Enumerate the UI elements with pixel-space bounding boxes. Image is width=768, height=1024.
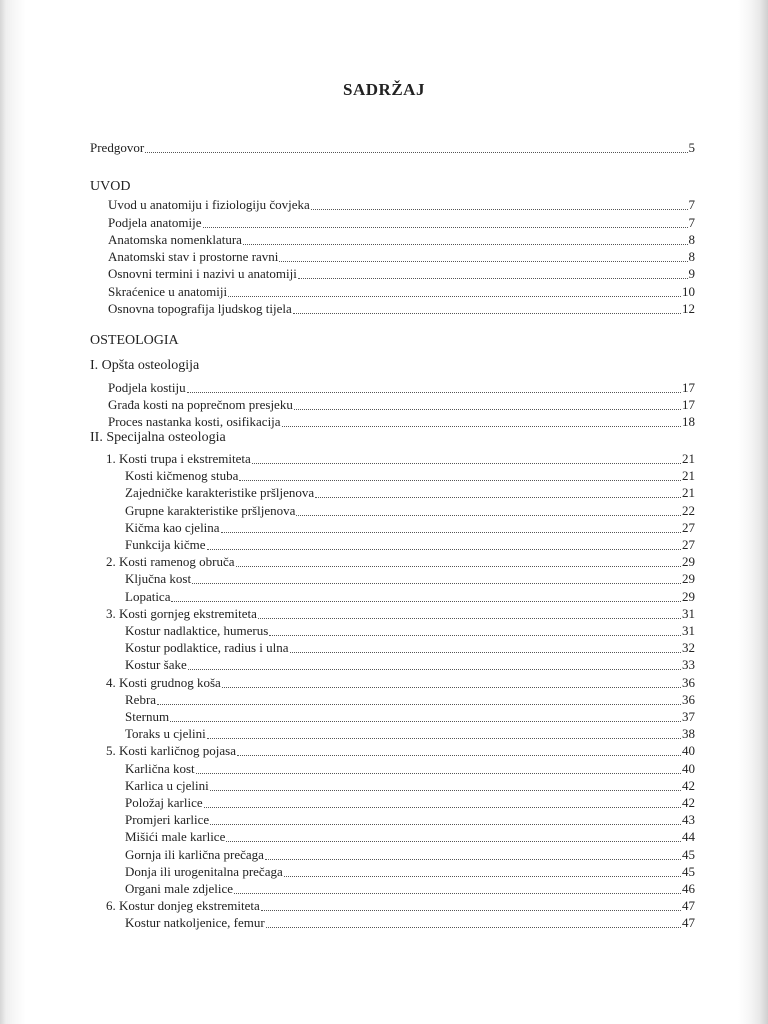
- toc-entry-label: Karlična kost: [125, 760, 195, 776]
- toc-entry-page: 29: [682, 588, 695, 604]
- toc-section-entry[interactable]: [106, 607, 695, 621]
- toc-entry[interactable]: [125, 572, 695, 586]
- toc-entry-label: 3. Kosti gornjeg ekstremiteta: [106, 605, 257, 621]
- toc-entry[interactable]: [125, 624, 695, 638]
- dot-leader: [228, 295, 681, 297]
- toc-entry[interactable]: [125, 865, 695, 879]
- dot-leader: [222, 686, 681, 688]
- toc-entry[interactable]: [125, 727, 695, 741]
- toc-entry[interactable]: [108, 216, 695, 230]
- toc-entry[interactable]: [125, 762, 695, 776]
- dot-leader: [210, 823, 681, 825]
- toc-section-entry[interactable]: [106, 744, 695, 758]
- dot-leader: [226, 840, 681, 842]
- dot-leader: [192, 582, 681, 584]
- dot-leader: [315, 496, 681, 498]
- dot-leader: [269, 634, 681, 636]
- toc-entry-label: 5. Kosti karličnog pojasa: [106, 743, 236, 759]
- toc-entry-label: Promjeri karlice: [125, 812, 210, 828]
- toc-entry-page: 7: [688, 215, 695, 230]
- toc-entry-label: Organi male zdjelice: [125, 881, 234, 896]
- toc-entry-label: Predgovor: [90, 140, 145, 155]
- toc-entry[interactable]: [125, 779, 695, 793]
- dot-leader: [298, 277, 688, 279]
- toc-entry[interactable]: [125, 486, 695, 500]
- toc-entry[interactable]: [125, 916, 695, 930]
- toc-entry-page: 45: [682, 863, 695, 879]
- toc-entry-page: 8: [688, 249, 695, 264]
- dot-leader: [294, 408, 681, 410]
- toc-section-entry[interactable]: [106, 452, 695, 466]
- toc-entry-page: 46: [682, 881, 695, 896]
- toc-entry[interactable]: [108, 381, 695, 395]
- toc-entry-page: 9: [688, 266, 695, 281]
- toc-entry[interactable]: [125, 538, 695, 552]
- toc-entry-page: 29: [682, 554, 695, 570]
- dot-leader: [261, 909, 681, 911]
- dot-leader: [196, 772, 681, 774]
- toc-entry-label: Grupne karakteristike pršljenova: [125, 502, 296, 518]
- toc-entry-page: 27: [682, 537, 695, 552]
- toc-entry-label: Osnovni termini i nazivi u anatomiji: [108, 266, 297, 281]
- toc-entry-page: 18: [682, 414, 695, 429]
- toc-entry[interactable]: [125, 830, 695, 844]
- toc-entry-page: 47: [682, 898, 695, 914]
- dot-leader: [258, 617, 681, 619]
- toc-entry-label: Položaj karlice: [125, 795, 203, 810]
- toc-entry[interactable]: [108, 267, 695, 281]
- toc-entry-page: 31: [682, 623, 695, 638]
- dot-leader: [282, 425, 681, 427]
- toc-entry-label: Kostur nadlaktice, humerus: [125, 623, 269, 638]
- dot-leader: [266, 926, 681, 928]
- dot-leader: [221, 531, 681, 533]
- toc-entry-page: 37: [682, 709, 695, 724]
- toc-entry[interactable]: [125, 813, 695, 827]
- dot-leader: [187, 391, 681, 393]
- toc-entry-page: 38: [682, 726, 695, 742]
- toc-entry-label: Kičma kao cjelina: [125, 519, 220, 535]
- toc-entry-page: 40: [682, 760, 695, 776]
- toc-entry-label: Lopatica: [125, 588, 171, 604]
- dot-leader: [296, 514, 681, 516]
- toc-entry-page: 17: [682, 380, 695, 395]
- dot-leader: [207, 548, 681, 550]
- toc-entry-label: Osnovna topografija ljudskog tijela: [108, 301, 292, 316]
- toc-section-entry[interactable]: [106, 899, 695, 913]
- dot-leader: [234, 892, 681, 894]
- dot-leader: [157, 703, 681, 705]
- toc-entry-label: Proces nastanka kosti, osifikacija: [108, 414, 281, 429]
- dot-leader: [279, 260, 687, 262]
- toc-entry-page: 31: [682, 605, 695, 621]
- dot-leader: [207, 737, 681, 739]
- toc-entry-label: Podjela kostiju: [108, 380, 186, 395]
- toc-entry[interactable]: [108, 233, 695, 247]
- toc-entry-page: 21: [682, 468, 695, 484]
- dot-leader: [252, 462, 681, 464]
- toc-entry-page: 43: [682, 812, 695, 828]
- toc-entry[interactable]: [125, 641, 695, 655]
- toc-entry-label: Rebra: [125, 691, 157, 707]
- toc-section-entry[interactable]: [106, 676, 695, 690]
- toc-entry-label: Ključna kost: [125, 571, 192, 587]
- toc-entry-label: Građa kosti na poprečnom presjeku: [108, 397, 293, 412]
- dot-leader: [188, 668, 681, 670]
- dot-leader: [237, 754, 681, 756]
- toc-entry-page: 44: [682, 829, 695, 845]
- toc-entry-page: 22: [682, 502, 695, 518]
- toc-entry[interactable]: [125, 710, 695, 724]
- toc-entry-page: 21: [682, 485, 695, 501]
- dot-leader: [236, 565, 681, 567]
- toc-entry-page: 7: [688, 197, 695, 212]
- toc-entry[interactable]: [108, 250, 695, 264]
- toc-entry[interactable]: [125, 882, 695, 896]
- toc-entry[interactable]: [125, 796, 695, 810]
- toc-entry-label: Anatomski stav i prostorne ravni: [108, 249, 279, 264]
- toc-entry-page: 36: [682, 674, 695, 690]
- subsection-heading-opsta: I. Opšta osteologija: [90, 358, 200, 373]
- toc-entry-label: Kostur natkoljenice, femur: [125, 915, 265, 931]
- toc-entry-page: 42: [682, 777, 695, 793]
- toc-entry-label: 1. Kosti trupa i ekstremiteta: [106, 451, 251, 466]
- toc-entry-page: 17: [682, 397, 695, 412]
- dot-leader: [145, 151, 687, 153]
- section-heading-uvod: UVOD: [90, 179, 131, 194]
- toc-section-entry[interactable]: [106, 555, 695, 569]
- toc-entry-page: 36: [682, 691, 695, 707]
- subsection-heading-specijalna: II. Specijalna osteologia: [90, 430, 226, 445]
- toc-entry-label: 4. Kosti grudnog koša: [106, 674, 221, 690]
- dot-leader: [293, 312, 681, 314]
- toc-entry-page: 42: [682, 795, 695, 810]
- dot-leader: [265, 858, 681, 860]
- toc-entry[interactable]: [125, 693, 695, 707]
- toc-entry-label: 6. Kostur donjeg ekstremiteta: [106, 898, 260, 914]
- toc-entry-label: Karlica u cjelini: [125, 777, 209, 793]
- dot-leader: [239, 479, 681, 481]
- dot-leader: [243, 243, 688, 245]
- page-title: SADRŽAJ: [343, 80, 425, 99]
- toc-entry-label: Gornja ili karlična prečaga: [125, 846, 264, 862]
- toc-entry[interactable]: [125, 504, 695, 518]
- toc-entry-label: Mišići male karlice: [125, 829, 226, 845]
- toc-entry-page: 10: [682, 284, 695, 299]
- toc-entry-label: 2. Kosti ramenog obruča: [106, 554, 235, 570]
- toc-entry-label: Kosti kičmenog stuba: [125, 468, 239, 484]
- toc-entry-label: Anatomska nomenklatura: [108, 232, 242, 247]
- toc-entry-label: Zajedničke karakteristike pršljenova: [125, 485, 315, 501]
- toc-entry-page: 8: [688, 232, 695, 247]
- toc-entry-label: Kostur podlaktice, radius i ulna: [125, 640, 289, 656]
- toc-entry-predgovor[interactable]: [90, 141, 695, 155]
- toc-entry-page: 33: [682, 657, 695, 673]
- toc-entry[interactable]: [125, 469, 695, 483]
- toc-entry[interactable]: [108, 398, 695, 412]
- toc-entry-label: Uvod u anatomiju i fiziologiju čovjeka: [108, 197, 310, 212]
- toc-entry[interactable]: [125, 590, 695, 604]
- dot-leader: [204, 806, 681, 808]
- dot-leader: [203, 226, 688, 228]
- toc-entry-label: Skraćenice u anatomiji: [108, 284, 228, 299]
- dot-leader: [210, 789, 681, 791]
- toc-entry-page: 5: [688, 140, 695, 155]
- section-heading-osteologia: OSTEOLOGIA: [90, 333, 179, 348]
- toc-entry[interactable]: [108, 415, 695, 429]
- toc-entry-page: 32: [682, 640, 695, 656]
- toc-entry-page: 12: [682, 301, 695, 316]
- toc-entry-label: Podjela anatomije: [108, 215, 202, 230]
- toc-entry-page: 27: [682, 519, 695, 535]
- toc-entry[interactable]: [108, 285, 695, 299]
- toc-entry-label: Funkcija kičme: [125, 537, 206, 552]
- toc-entry[interactable]: [108, 302, 695, 316]
- toc-entry[interactable]: [125, 658, 695, 672]
- dot-leader: [311, 208, 688, 210]
- dot-leader: [171, 600, 681, 602]
- toc-entry-page: 45: [682, 846, 695, 862]
- dot-leader: [284, 875, 681, 877]
- toc-entry-page: 29: [682, 571, 695, 587]
- toc-entry[interactable]: [108, 198, 695, 212]
- toc-entry-label: Toraks u cjelini: [125, 726, 206, 742]
- toc-entry[interactable]: [125, 848, 695, 862]
- toc-entry-label: Kostur šake: [125, 657, 187, 673]
- dot-leader: [290, 651, 681, 653]
- toc-entry-page: 47: [682, 915, 695, 931]
- toc-entry-page: 40: [682, 743, 695, 759]
- toc-entry-label: Sternum: [125, 709, 170, 724]
- toc-entry-page: 21: [682, 451, 695, 466]
- dot-leader: [170, 720, 681, 722]
- toc-entry[interactable]: [125, 521, 695, 535]
- toc-entry-label: Donja ili urogenitalna prečaga: [125, 863, 283, 879]
